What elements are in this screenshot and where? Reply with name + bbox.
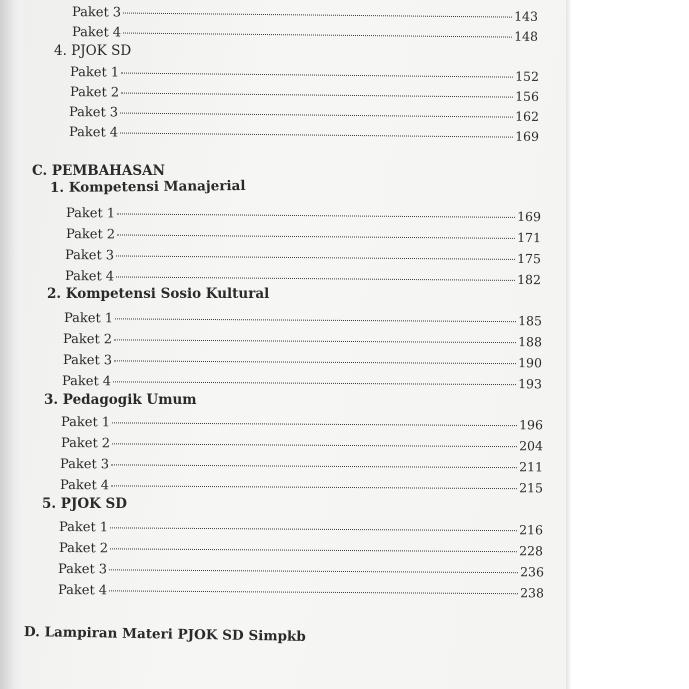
dot-leader [116, 276, 515, 280]
toc-entry-label: Paket 3 [71, 5, 122, 21]
dot-leader [110, 548, 517, 552]
book-gutter-shadow [0, 0, 22, 689]
toc-entry-page: 185 [518, 313, 543, 329]
toc-entry-page: 193 [518, 376, 543, 392]
toc-entry-label: Paket 4 [57, 583, 108, 599]
toc-entry-label: Paket 4 [71, 25, 122, 41]
toc-entry-page: 156 [515, 88, 540, 104]
toc-subsection-title: 1. Kompetensi Manajerial [49, 177, 246, 196]
toc-entry-page: 169 [515, 128, 540, 144]
section-title: C. PEMBAHASAN [32, 163, 165, 179]
toc-entry-page: 238 [520, 585, 545, 601]
toc-entry-page: 169 [517, 208, 542, 225]
toc-entry [72, 24, 538, 45]
toc-entry [66, 226, 541, 246]
dot-leader [114, 339, 516, 343]
toc-entry-page: 188 [518, 334, 543, 350]
dot-leader [113, 381, 516, 385]
toc-entry [69, 104, 539, 125]
toc-entry [62, 373, 542, 392]
dot-leader [117, 213, 515, 217]
toc-entry-page: 190 [518, 355, 543, 371]
toc-entry-page: 162 [515, 108, 540, 124]
toc-entry [70, 64, 539, 85]
book-page [22, 0, 570, 689]
toc-entry-label: Paket 3 [57, 562, 108, 578]
dot-leader [110, 527, 517, 531]
dot-leader [112, 422, 517, 426]
table-of-contents [22, 0, 570, 689]
toc-entry [70, 84, 539, 105]
toc-entry [60, 456, 543, 475]
toc-entry-page: 211 [519, 459, 544, 475]
toc-entry-label: Paket 2 [60, 436, 111, 452]
toc-entry-label: Paket 2 [65, 227, 116, 243]
toc-entry [59, 519, 543, 538]
toc-entry-label: Paket 2 [62, 332, 113, 348]
toc-entry [58, 561, 544, 580]
dot-leader [123, 33, 512, 38]
toc-entry-label: Paket 3 [59, 457, 110, 473]
toc-entry-page: 216 [519, 522, 544, 538]
dot-leader [121, 93, 513, 98]
dot-leader [123, 13, 512, 18]
toc-entry-label: Paket 1 [69, 65, 120, 81]
dot-leader [114, 360, 516, 364]
dot-leader [112, 443, 517, 447]
toc-subsection-title: 5. PJOK SD [42, 496, 127, 512]
toc-entry-label: Paket 1 [58, 520, 109, 536]
toc-entry-page: 228 [519, 543, 544, 559]
toc-entry-page: 171 [517, 229, 542, 246]
dot-leader [120, 133, 513, 138]
toc-subsection-title: 2. Kompetensi Sosio Kultural [47, 286, 270, 302]
toc-entry-page: 215 [519, 480, 544, 496]
toc-entry [66, 205, 541, 225]
toc-entry-page: 196 [519, 417, 544, 433]
toc-entry [72, 4, 538, 25]
toc-entry-page: 143 [514, 8, 539, 24]
toc-entry-label: Paket 4 [64, 269, 115, 285]
toc-entry [64, 310, 542, 329]
toc-entry-label: Paket 2 [69, 85, 120, 101]
toc-entry-label: Paket 1 [65, 206, 116, 222]
toc-entry-label: Paket 1 [60, 415, 111, 431]
toc-entry [58, 582, 544, 601]
toc-entry-label: Paket 3 [68, 105, 119, 121]
toc-entry-label: Paket 1 [63, 311, 114, 327]
dot-leader [109, 590, 518, 594]
toc-entry-page: 152 [515, 68, 540, 84]
dot-leader [109, 569, 518, 573]
toc-entry-page: 175 [517, 250, 542, 267]
dot-leader [111, 464, 517, 468]
toc-entry-page: 204 [519, 438, 544, 454]
toc-entry [69, 124, 539, 145]
toc-entry-label: Paket 3 [64, 248, 115, 264]
toc-entry [61, 435, 543, 454]
toc-entry-label: Paket 3 [62, 353, 113, 369]
page-edge [566, 0, 572, 689]
dot-leader [117, 234, 515, 238]
dot-leader [116, 255, 515, 259]
toc-entry [61, 414, 543, 433]
toc-entry-label: Paket 2 [58, 541, 109, 557]
toc-entry [63, 331, 542, 350]
section-title: D. Lampiran Materi PJOK SD Simpkb [23, 624, 306, 645]
toc-subsection-title: 4. PJOK SD [54, 43, 132, 59]
toc-entry-page: 148 [514, 28, 539, 44]
toc-entry-label: Paket 4 [59, 478, 110, 494]
dot-leader [115, 318, 516, 322]
toc-entry-page: 236 [520, 564, 545, 580]
toc-entry [63, 352, 542, 371]
dot-leader [111, 485, 517, 489]
dot-leader [121, 73, 513, 78]
toc-entry-page: 182 [517, 271, 542, 288]
toc-entry-label: Paket 4 [61, 374, 112, 390]
toc-entry [59, 540, 543, 559]
toc-entry-label: Paket 4 [68, 125, 119, 141]
toc-entry [60, 477, 543, 496]
toc-subsection-title: 3. Pedagogik Umum [44, 392, 197, 408]
dot-leader [120, 113, 513, 118]
toc-entry [65, 247, 541, 267]
